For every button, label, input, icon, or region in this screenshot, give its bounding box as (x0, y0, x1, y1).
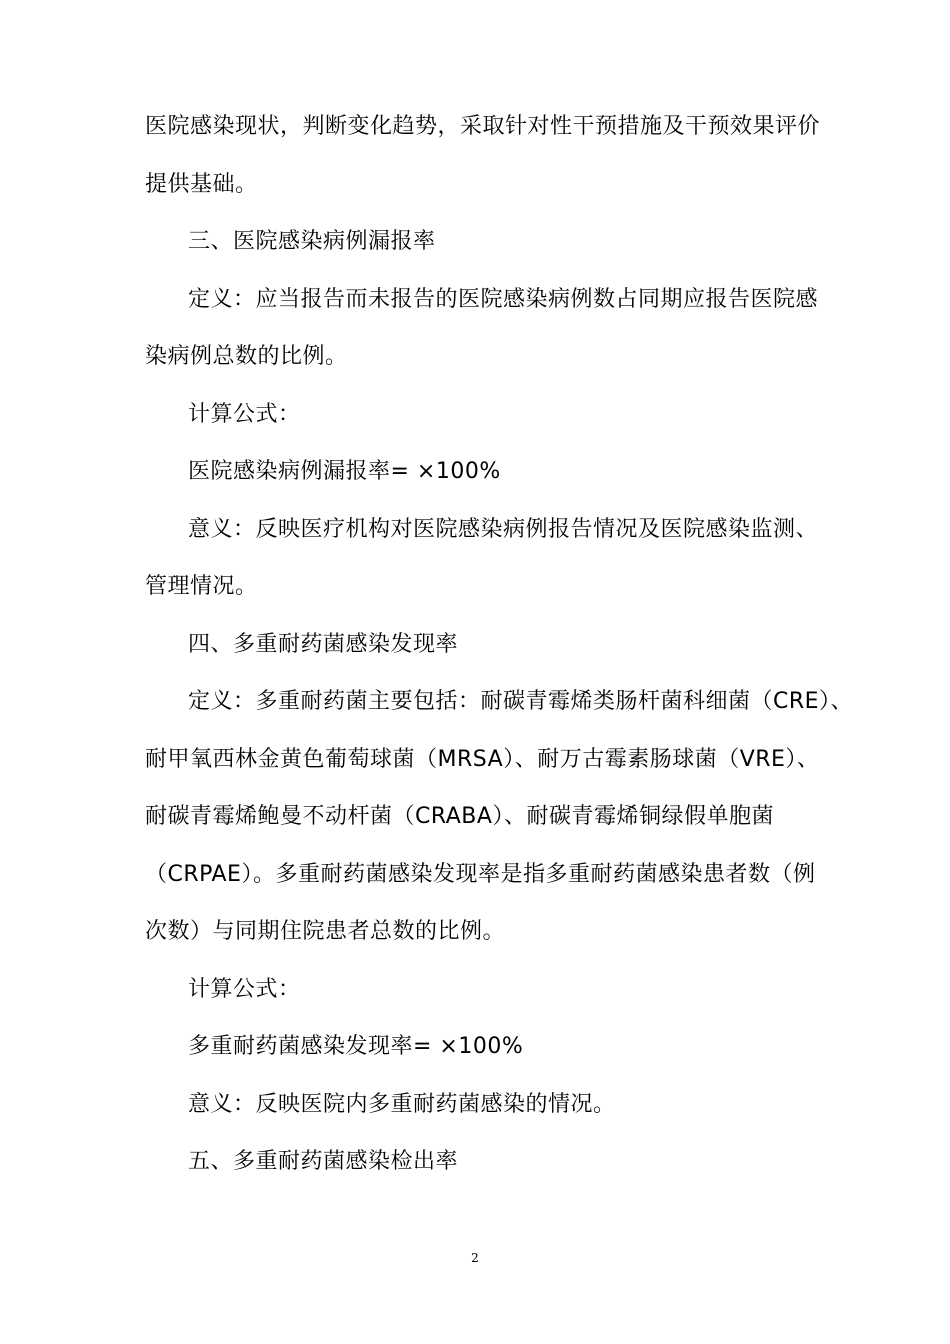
body-text-line: 管理情况。 (145, 574, 258, 599)
body-text-line: （CRPAE）。多重耐药菌感染发现率是指多重耐药菌感染患者数（例 (145, 862, 816, 887)
body-text-line: 染病例总数的比例。 (145, 344, 348, 369)
section-heading-3: 三、医院感染病例漏报率 (188, 229, 436, 254)
body-text-line: 耐甲氧西林金黄色葡萄球菌（MRSA）、耐万古霉素肠球菌（VRE）、 (145, 747, 820, 772)
definition-text: 定义：多重耐药菌主要包括：耐碳青霉烯类肠杆菌科细菌（CRE）、 (188, 689, 854, 714)
body-text-line: 次数）与同期住院患者总数的比例。 (145, 919, 506, 944)
body-text-line: 耐碳青霉烯鲍曼不动杆菌（CRABA）、耐碳青霉烯铜绿假单胞菌 (145, 804, 774, 829)
formula-text: 医院感染病例漏报率= ×100% (188, 459, 501, 484)
body-text-line: 提供基础。 (145, 172, 258, 197)
formula-text: 多重耐药菌感染发现率= ×100% (188, 1034, 524, 1059)
section-heading-4: 四、多重耐药菌感染发现率 (188, 632, 459, 657)
significance-text: 意义：反映医疗机构对医院感染病例报告情况及医院感染监测、 (188, 517, 819, 542)
formula-label: 计算公式： (188, 977, 301, 1002)
page-number: 2 (471, 1251, 479, 1265)
section-heading-5: 五、多重耐药菌感染检出率 (188, 1149, 459, 1174)
body-text-line: 医院感染现状，判断变化趋势，采取针对性干预措施及干预效果评价 (145, 114, 821, 139)
definition-text: 定义：应当报告而未报告的医院感染病例数占同期应报告医院感 (188, 287, 819, 312)
significance-text: 意义：反映医院内多重耐药菌感染的情况。 (188, 1092, 616, 1117)
formula-label: 计算公式： (188, 402, 301, 427)
